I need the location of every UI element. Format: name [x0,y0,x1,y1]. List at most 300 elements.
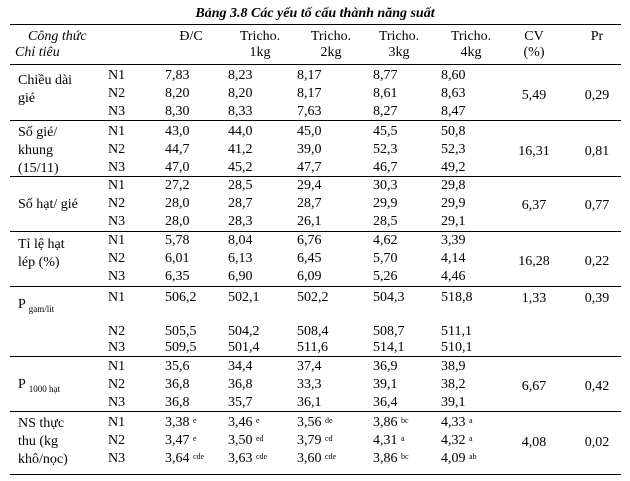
cell-value: 8,61 [373,86,398,101]
replicate-label: N2 [108,142,126,157]
pr-value: 0,22 [584,254,610,269]
cell-value: 6,09 [297,269,322,284]
cell-value: 6,35 [165,269,190,284]
table-cell [228,340,260,356]
table-cell [165,142,190,158]
cell-value: 511,6 [297,340,328,355]
cell-value: 504,2 [228,324,260,339]
table-cell [441,340,473,356]
cell-value: 8,27 [373,104,398,119]
table-cell [441,269,466,285]
table-cell [297,359,322,375]
table-cell [373,433,405,449]
cv-value: 16,31 [518,144,550,159]
replicate-label: N3 [108,340,126,355]
cell-value: 511,1 [441,324,472,339]
table-cell [441,86,466,102]
cell-value: 38,9 [441,359,466,374]
rule-header [10,64,621,65]
row-label-line: Chiều dài [18,73,73,88]
row-label-line: Tỉ lệ hạt [18,237,65,252]
rule-top [10,24,621,25]
cell-value: 3,56 [297,415,322,430]
cv-value: 6,67 [521,379,547,394]
cell-value: 28,3 [228,214,253,229]
cell-value: 7,83 [165,68,190,83]
table-cell [228,290,260,306]
table-cell [228,124,253,140]
replicate-label: N2 [108,324,126,339]
table-cell [373,451,409,467]
cell-value: 8,30 [165,104,190,119]
replicate-label: N1 [108,124,126,139]
row-label-line: Số gié/ [18,125,58,140]
cell-value: 8,63 [441,86,466,101]
table-cell [373,124,398,140]
cell-value: 4,09 [441,451,466,466]
table-cell [165,251,190,267]
significance-letter: ed [256,434,264,443]
replicate-label: N1 [108,178,126,193]
cell-value: 30,3 [373,178,398,193]
cell-value: 36,8 [165,395,190,410]
cell-value: 28,7 [297,196,322,211]
table-cell [228,86,253,102]
row-label-line [18,296,54,318]
pr-value: 0,77 [584,198,610,213]
row-divider [10,176,621,177]
cell-value: 509,5 [165,340,197,355]
significance-letter: cde [256,452,268,461]
table-cell [165,233,190,249]
cell-value: 5,70 [373,251,398,266]
replicate-label: N2 [108,433,126,448]
cv-value: 4,08 [521,435,547,450]
pr-value: 0,42 [584,379,610,394]
table-cell [165,433,197,449]
replicate-label: N1 [108,68,126,83]
table-cell [228,178,253,194]
replicate-label: N3 [108,451,126,466]
corner-header-top: Công thức [28,29,87,44]
cell-value: 502,1 [228,290,260,305]
table-cell [228,451,267,467]
cell-value: 8,23 [228,68,253,83]
cell-value: 8,17 [297,86,322,101]
cell-value: 3,60 [297,451,322,466]
table-cell [441,124,466,140]
cell-value: 505,5 [165,324,197,339]
table-cell [165,395,190,411]
cell-value: 504,3 [373,290,405,305]
table-cell [441,359,466,375]
cell-value: 4,14 [441,251,466,266]
row-divider [10,120,621,121]
cell-value: 510,1 [441,340,473,355]
cell-value: 4,31 [373,433,398,448]
column-header-4-bottom: 3kg [388,45,410,60]
cell-value: 8,20 [165,86,190,101]
table-cell [165,124,190,140]
table-cell [228,233,253,249]
table-cell [165,451,204,467]
cell-value: 506,2 [165,290,197,305]
cell-value: 29,9 [373,196,398,211]
table-cell [441,377,466,393]
table-cell [297,251,322,267]
corner-header-bottom: Chỉ tiêu [15,45,60,60]
table-cell [165,340,197,356]
table-cell [297,68,322,84]
significance-letter: de [325,416,333,425]
cell-value: 35,6 [165,359,190,374]
table-cell [441,451,477,467]
row-label-subscript: 1000 hạt [28,383,61,394]
replicate-label: N3 [108,160,126,175]
row-label [18,124,59,178]
table-cell [373,214,398,230]
cell-value: 6,13 [228,251,253,266]
cell-value: 502,2 [297,290,329,305]
table-cell [165,359,190,375]
table-cell [228,324,260,340]
row-label [18,72,72,108]
column-header-3-top: Tricho. [310,29,352,44]
row-label [18,415,68,469]
table-cell [228,395,253,411]
table-cell [297,196,322,212]
cell-value: 8,33 [228,104,253,119]
cell-value: 28,5 [373,214,398,229]
table-cell [297,142,322,158]
significance-letter: bc [401,452,409,461]
column-header-5-bottom: 4kg [460,45,482,60]
cell-value: 3,50 [228,433,253,448]
cell-value: 514,1 [373,340,405,355]
table-cell [373,160,398,176]
cell-value: 29,4 [297,178,322,193]
table-cell [165,269,190,285]
replicate-label: N1 [108,415,126,430]
replicate-label: N3 [108,269,126,284]
table-cell [297,451,336,467]
table-cell [441,104,466,120]
significance-letter: e [193,434,197,443]
row-divider [10,356,621,357]
row-divider [10,411,621,412]
cell-value: 46,7 [373,160,398,175]
table-cell [165,377,190,393]
cell-value: 45,2 [228,160,253,175]
table-cell [228,196,253,212]
table-cell [373,233,398,249]
cell-value: 47,7 [297,160,322,175]
replicate-label: N3 [108,395,126,410]
column-header-6-bottom: (%) [523,45,545,60]
table-cell [297,160,322,176]
table-cell [373,142,398,158]
row-label-line: thu (kg [18,434,59,449]
cell-value: 39,1 [441,395,466,410]
row-divider [10,231,621,232]
row-label-line: (15/11) [18,161,59,176]
cv-value: 6,37 [521,198,547,213]
pr-value: 0,81 [584,144,610,159]
table-cell [441,415,473,431]
cell-value: 3,46 [228,415,253,430]
cell-value: 5,26 [373,269,398,284]
table-cell [373,415,409,431]
row-label [18,376,60,398]
table-cell [165,196,190,212]
row-label-line: khung [18,143,53,158]
significance-letter: a [469,434,473,443]
cell-value: 39,1 [373,377,398,392]
column-header-3-bottom: 2kg [320,45,342,60]
table-cell [165,290,197,306]
column-header-1-top: Đ/C [179,29,203,44]
table-cell [441,395,466,411]
table-title: Bảng 3.8 Các yếu tố cấu thành năng suất [195,6,435,21]
significance-letter: cde [325,452,337,461]
column-header-4-top: Tricho. [378,29,420,44]
significance-letter: a [401,434,405,443]
table-cell [373,104,398,120]
cell-value: 43,0 [165,124,190,139]
cell-value: 50,8 [441,124,466,139]
table-cell [373,196,398,212]
table-cell [373,178,398,194]
table-cell [165,160,190,176]
table-cell [373,340,405,356]
table-cell [373,251,398,267]
cell-value: 26,1 [297,214,322,229]
row-label-line [18,376,60,398]
cell-value: 28,0 [165,196,190,211]
cell-value: 518,8 [441,290,473,305]
table-cell [297,214,322,230]
table-cell [297,233,322,249]
replicate-label: N2 [108,251,126,266]
cell-value: 3,39 [441,233,466,248]
table-cell [228,104,253,120]
cell-value: 45,0 [297,124,322,139]
table-cell [297,377,322,393]
cell-value: 3,63 [228,451,253,466]
cell-value: 3,64 [165,451,190,466]
cell-value: 508,4 [297,324,329,339]
cell-value: 8,47 [441,104,466,119]
row-label-line: gié [18,91,36,106]
table-cell [373,377,398,393]
table-cell [441,142,466,158]
table-cell [228,359,253,375]
cv-value: 16,28 [518,254,550,269]
significance-letter: ab [469,452,477,461]
replicate-label: N1 [108,359,126,374]
table-cell [228,68,253,84]
cell-value: 3,38 [165,415,190,430]
row-label [18,296,54,318]
cell-value: 3,86 [373,451,398,466]
table-cell [228,377,253,393]
table-cell [441,233,466,249]
replicate-label: N2 [108,377,126,392]
column-header-2-top: Tricho. [239,29,281,44]
significance-letter: cde [193,452,205,461]
cell-value: 44,7 [165,142,190,157]
cell-value: 508,7 [373,324,405,339]
cell-value: 6,45 [297,251,322,266]
table-cell [373,359,398,375]
table-cell [228,269,253,285]
cell-value: 45,5 [373,124,398,139]
table-cell [373,290,405,306]
table-cell [165,68,190,84]
replicate-label: N3 [108,104,126,119]
cell-value: 41,2 [228,142,253,157]
cell-value: 7,63 [297,104,322,119]
table-cell [297,324,329,340]
cell-value: 4,62 [373,233,398,248]
cell-value: 36,1 [297,395,322,410]
table-cell [373,68,398,84]
table-cell [297,395,322,411]
cv-value: 5,49 [521,88,547,103]
cell-value: 52,3 [441,142,466,157]
cell-value: 8,20 [228,86,253,101]
cell-value: 501,4 [228,340,260,355]
cell-value: 8,60 [441,68,466,83]
column-header-7-top: Pr [590,29,604,44]
row-divider [10,474,621,475]
table-cell [441,290,473,306]
table-cell [441,324,472,340]
table-cell [228,433,264,449]
table-cell [165,214,190,230]
table-cell [228,142,253,158]
cell-value: 52,3 [373,142,398,157]
cell-value: 36,4 [373,395,398,410]
pr-value: 0,39 [584,291,610,306]
cell-value: 3,79 [297,433,322,448]
cell-value: 28,7 [228,196,253,211]
table-cell [165,178,190,194]
cell-value: 4,32 [441,433,466,448]
replicate-label: N1 [108,233,126,248]
cell-value: 5,78 [165,233,190,248]
replicate-label: N3 [108,214,126,229]
replicate-label: N1 [108,290,126,305]
table-cell [373,269,398,285]
cell-value: 37,4 [297,359,322,374]
cell-value: 35,7 [228,395,253,410]
cell-value: 28,5 [228,178,253,193]
table-cell [441,178,466,194]
cell-value: 6,90 [228,269,253,284]
table-cell [297,433,333,449]
cell-value: 36,9 [373,359,398,374]
column-header-5-top: Tricho. [450,29,492,44]
row-label-line: lép (%) [18,255,60,270]
table-cell [297,104,322,120]
table-cell [297,269,322,285]
cell-value: 6,76 [297,233,322,248]
cell-value: 34,4 [228,359,253,374]
cell-value: 8,17 [297,68,322,83]
column-header-6-top: CV [524,29,544,44]
cell-value: 44,0 [228,124,253,139]
row-label-main: P [18,377,26,392]
cell-value: 3,47 [165,433,190,448]
cell-value: 29,9 [441,196,466,211]
table-cell [373,324,405,340]
pr-value: 0,02 [584,435,610,450]
cv-value: 1,33 [521,291,547,306]
significance-letter: e [193,416,197,425]
table-cell [228,251,253,267]
table-cell [228,415,260,431]
cell-value: 27,2 [165,178,190,193]
cell-value: 49,2 [441,160,466,175]
table-cell [297,124,322,140]
table-cell [297,415,333,431]
significance-letter: a [469,416,473,425]
row-label-main: P [18,297,26,312]
row-label-subscript: gam/lít [28,303,55,314]
significance-letter: cd [325,434,333,443]
table-cell [441,68,466,84]
row-label-line: NS thực [18,416,65,431]
cell-value: 3,86 [373,415,398,430]
cell-value: 4,46 [441,269,466,284]
cell-value: 33,3 [297,377,322,392]
row-divider [10,286,621,287]
row-label-line: Số hạt/ gié [18,197,78,212]
table-cell [373,395,398,411]
row-label [18,236,65,272]
pr-value: 0,29 [584,88,610,103]
table-cell [297,290,329,306]
cell-value: 29,8 [441,178,466,193]
replicate-label: N2 [108,86,126,101]
cell-value: 28,0 [165,214,190,229]
table-cell [441,196,466,212]
table-cell [165,324,197,340]
table-cell [441,433,473,449]
row-label-line: khô/nọc) [18,452,68,467]
table-cell [165,415,197,431]
table-cell [441,160,466,176]
cell-value: 8,04 [228,233,253,248]
cell-value: 38,2 [441,377,466,392]
replicate-label: N2 [108,196,126,211]
cell-value: 8,77 [373,68,398,83]
cell-value: 6,01 [165,251,190,266]
table-cell [228,214,253,230]
table-cell [228,160,253,176]
significance-letter: e [256,416,260,425]
row-label [18,196,78,214]
significance-letter: bc [401,416,409,425]
cell-value: 4,33 [441,415,466,430]
column-header-2-bottom: 1kg [249,45,271,60]
table-cell [165,86,190,102]
cell-value: 47,0 [165,160,190,175]
cell-value: 29,1 [441,214,466,229]
table-cell [297,178,322,194]
table-cell [373,86,398,102]
